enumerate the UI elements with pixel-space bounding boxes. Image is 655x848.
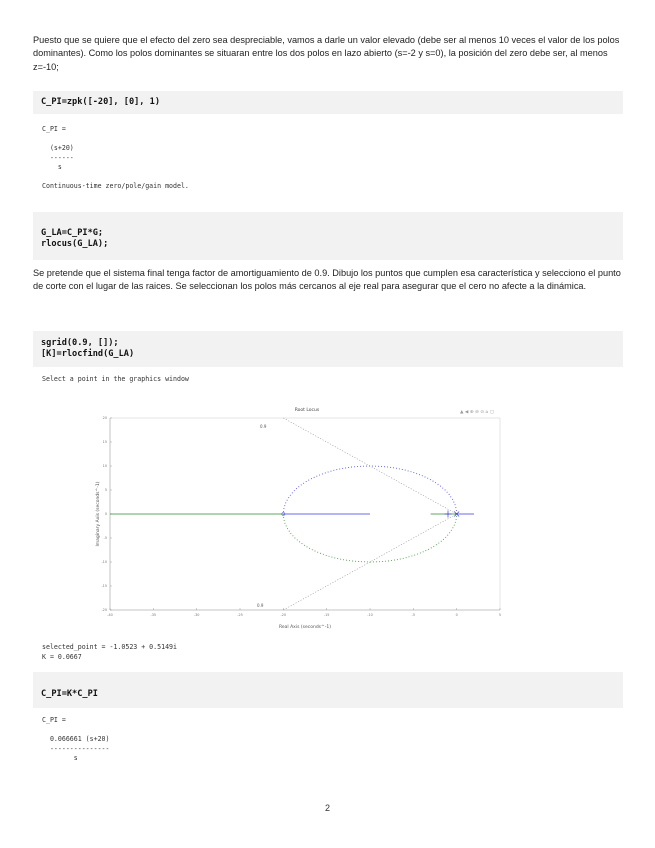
y-tick-label: -20 (101, 608, 107, 613)
x-tick-label: -25 (237, 613, 243, 617)
root-locus-figure[interactable] (85, 402, 515, 632)
code-cell-sgrid[interactable] (33, 331, 623, 367)
x-tick-label: -20 (280, 613, 287, 617)
code-cell-rlocus[interactable] (33, 212, 623, 260)
x-tick-label: -15 (323, 613, 330, 617)
figure-toolbar-icon[interactable]: ▲ ◀ ⊕ ⊖ ⊙ ⌂ ▢ (460, 410, 494, 415)
x-tick-label: 5 (498, 613, 502, 617)
y-axis-label: Imaginary Axis (seconds^-1) (96, 481, 101, 547)
x-tick-label: -35 (150, 613, 157, 617)
output-final-cpi: C_PI = 0.066661 (s+20) --------------- s (42, 716, 110, 762)
page-number: 2 (324, 803, 330, 813)
x-axis-label: Real Axis (seconds^-1) (278, 625, 332, 630)
y-tick-label: -10 (101, 560, 107, 565)
y-tick-label: 15 (102, 440, 107, 445)
code-sgrid: sgrid(0.9, []); [K]=rlocfind(G_LA) (41, 338, 135, 359)
output-select-point: Select a point in the graphics window (42, 375, 189, 383)
code-zpk: C_PI=zpk([-20], [0], 1) (41, 97, 160, 107)
x-tick-label: 0 (455, 613, 458, 617)
x-tick-label: -30 (193, 613, 200, 617)
x-tick-label: -40 (107, 613, 113, 617)
paragraph-damping: Se pretende que el sistema final tenga factor de amortiguamiento de 0.9. Dibujo los puntos que cumplen esa característica y selecciono el punto de corte con el lugar de las raices. Se seleccionan los polos más cercanos al eje real para asegurar que el cero no afecte a la dinámica. (33, 268, 621, 292)
x-tick-label: -10 (367, 613, 373, 617)
code-kcpi: C_PI=K*C_PI (41, 689, 98, 699)
output-cpi: C_PI = (s+20) ------ s Continuous-time zero/pole/gain model. (42, 125, 189, 190)
y-tick-label: 10 (102, 464, 107, 469)
damping-label-upper: 0.9 (260, 424, 267, 429)
y-tick-label: 5 (104, 488, 107, 493)
figure-title: Root Locus (294, 408, 320, 413)
y-tick-label: -5 (103, 536, 107, 541)
code-cell-kcpi[interactable] (33, 672, 623, 708)
output-selected-point: selected_point = -1.0523 + 0.5149i K = 0.0667 (42, 643, 177, 661)
y-tick-label: 20 (102, 416, 107, 421)
y-tick-label: 0 (104, 512, 107, 517)
x-tick-label: -5 (411, 613, 416, 617)
code-cell-zpk[interactable] (33, 91, 623, 114)
y-tick-label: -15 (101, 584, 107, 589)
figure-background (85, 402, 515, 632)
code-rlocus: G_LA=C_PI*G; rlocus(G_LA); (41, 228, 109, 249)
damping-label-lower: 0.9 (257, 603, 264, 608)
paragraph-intro: Puesto que se quiere que el efecto del zero sea despreciable, vamos a darle un valor elevado (debe ser al menos 10 veces el valor de los polos dominantes). Como los polos dominantes se situaran entre los dos polos en lazo abierto (s=-2 y s=0), la posición del zero debe ser, al menos z=-10; (33, 35, 620, 72)
